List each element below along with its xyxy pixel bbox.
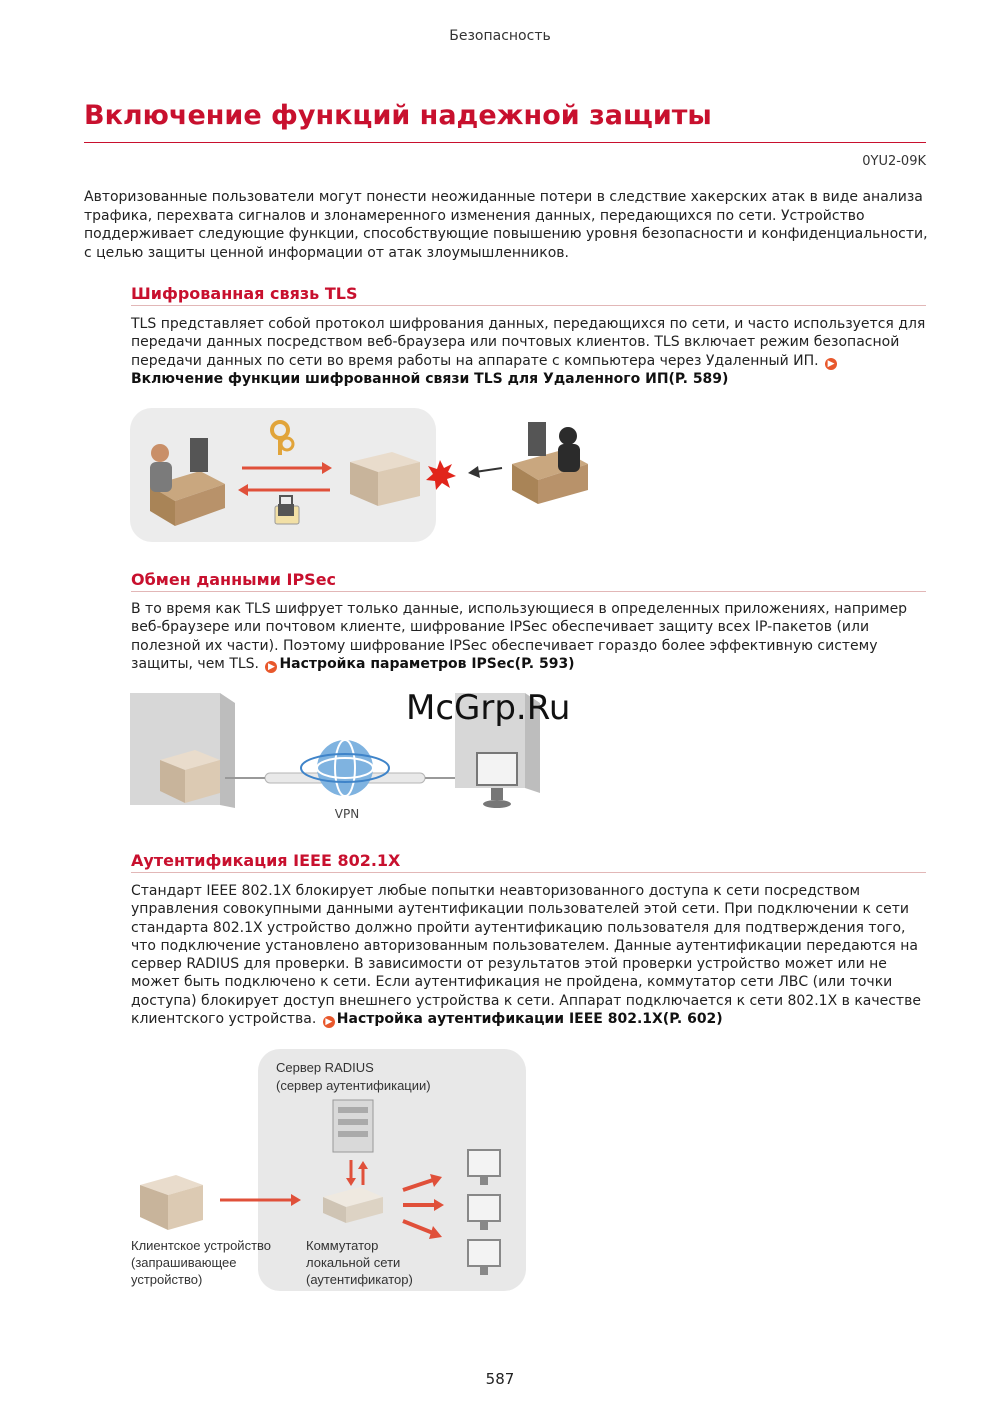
link-ipsec-settings[interactable]: Настройка параметров IPSec(P. 593) <box>279 655 575 672</box>
document-code: 0YU2-09K <box>862 154 926 169</box>
section-title-ipsec: Обмен данными IPSec <box>131 570 337 589</box>
switch-label-line-3: (аутентификатор) <box>306 1272 413 1287</box>
page-title: Включение функций надежной защиты <box>84 100 712 131</box>
client-label-line-2: (запрашивающее <box>131 1255 237 1270</box>
link-arrow-icon: ▶ <box>265 661 277 673</box>
tls-illustration <box>130 406 650 546</box>
ieee8021x-illustration <box>128 1045 538 1300</box>
printer-icon <box>160 750 220 803</box>
client-printer-icon <box>140 1175 203 1230</box>
radius-server-label-line-1: Сервер RADIUS <box>276 1060 374 1075</box>
vpn-label: VPN <box>334 807 360 821</box>
section-text-ieee8021x <box>131 882 931 1028</box>
section-title-tls: Шифрованная связь TLS <box>131 284 358 303</box>
section-title-ieee8021x: Аутентификация IEEE 802.1X <box>131 851 401 870</box>
server-icon <box>333 1100 373 1152</box>
printer-icon <box>350 452 420 506</box>
radius-server-label-line-2: (сервер аутентификации) <box>276 1078 431 1093</box>
section-divider <box>131 872 926 873</box>
title-divider <box>84 142 926 143</box>
switch-label-line-2: локальной сети <box>306 1255 401 1270</box>
client-label-line-3: устройство) <box>131 1272 203 1287</box>
section-divider <box>131 305 926 306</box>
globe-icon <box>301 740 389 796</box>
watermark: McGrp.Ru <box>406 688 571 728</box>
link-tls-remote-ui[interactable]: Включение функции шифрованной связи TLS для Удаленного ИП(P. 589) <box>131 370 729 387</box>
section-body: TLS представляет собой протокол шифрования данных, передающихся по сети, и часто используется для передачи данных посредством веб-браузера или почтовых клиентов. TLS включает режим безопасной передачи данных по сети во время работы на аппарате с компьютера через Удаленный ИП. <box>131 316 926 369</box>
hacker-desk-icon <box>512 422 588 504</box>
switch-label-line-1: Коммутатор <box>306 1238 379 1253</box>
client-label-line-1: Клиентское устройство <box>131 1238 272 1253</box>
link-ieee8021x-settings[interactable]: Настройка аутентификации IEEE 802.1X(P. 602) <box>336 1011 723 1028</box>
section-text-ipsec <box>131 600 931 673</box>
section-text-tls <box>131 315 931 388</box>
link-arrow-icon: ▶ <box>323 1016 335 1028</box>
link-arrow-icon: ▶ <box>825 358 837 370</box>
monitor-icon <box>477 753 517 808</box>
section-body: В то время как TLS шифрует только данные, использующиеся в определенных приложениях, например веб-браузере или почтовом клиенте, шифрование IPSec обеспечивает защиту всех IP-пакетов (или полезной их части). Поэтому шифрование IPSec обеспечивает гораздо более эффективную систему защиты, чем TLS. <box>131 601 908 672</box>
page-number: 587 <box>485 1370 515 1388</box>
section-body: Стандарт IEEE 802.1X блокирует любые попытки неавторизованного доступа к сети посредством управления совокупными данными аутентификации пользователей этой сети. При подключении к сети стандарта 802.1X устройство должно пройти аутентификацию пользователя для подтверждения того, что подключение установлено авторизованным пользователем. Данные аутентификации передаются на сервер RADIUS для проверки. В зависимости от результатов этой проверки устройство может или не может быть подключено к сети. Если аутентификация не пройдена, коммутатор сети ЛВС (или точки доступа) блокирует доступ внешнего устройства к сети. Аппарат подключается к сети 802.1X в качестве клиентского устройства. <box>131 883 921 1028</box>
intro-paragraph: Авторизованные пользователи могут понести неожиданные потери в следствие хакерских атак в виде анализа трафика, перехвата сигналов и злонамеренного изменения данных, передающихся по сети. Устройство поддерживает следующие функции, способствующие повышению уровня безопасности и конфиденциальности, с целью защиты ценной информации от атак злоумышленников. <box>84 189 928 261</box>
section-divider <box>131 591 926 592</box>
running-header: Безопасность <box>449 28 551 44</box>
